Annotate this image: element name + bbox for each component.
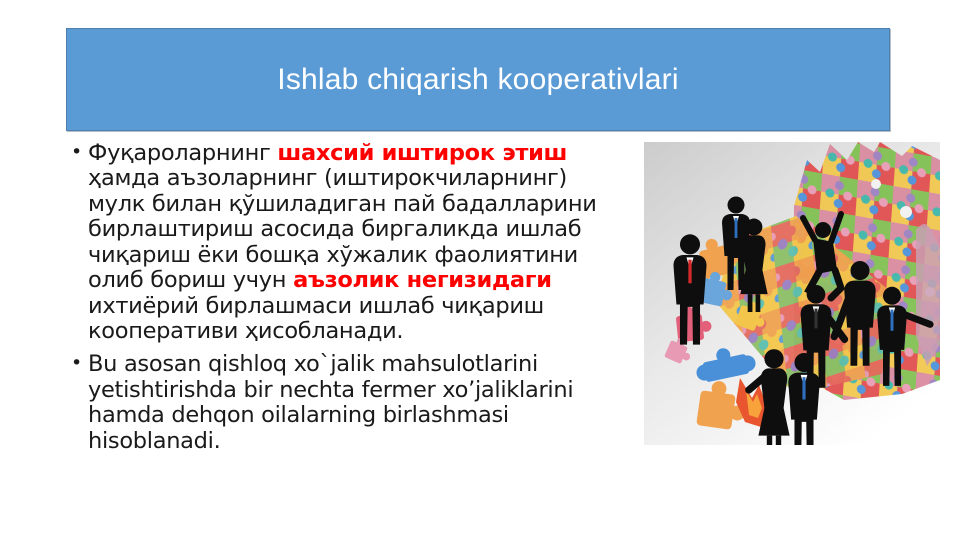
title-bar [66,28,890,131]
text-run: ҳамда аъзоларнинг (иштирокчиларнинг) мулк билан қўшиладиган пай бадалларини бирлаштириш асосида биргаликда ишлаб чиқариш ёки бошқа хўжалик фаолиятини олиб бориш учун [88,165,597,294]
bullet-item [68,352,620,454]
bullet-item [68,141,620,344]
text-run: Bu asosan qishloq xo`jalik mahsulotlarini yetishtirishda bir nechta fermer xo’jaliklarini hamda dehqon oilalarning birlashmasi hisoblanadi. [88,351,574,454]
emphasized-text-run: шахсий иштирок этиш [277,140,568,166]
page-title: Ishlab chiqarish kooperativlari [277,62,679,96]
bullet-list [68,141,620,454]
text-run: Фуқароларнинг [88,140,278,166]
text-run: ихтиёрий бирлашмаси ишлаб чиқариш кооперативи ҳисобланади. [88,292,544,344]
emphasized-text-run: аъзолик негизидаги [293,267,552,294]
body-text-block [68,141,620,462]
teamwork-puzzle-image [644,142,940,445]
